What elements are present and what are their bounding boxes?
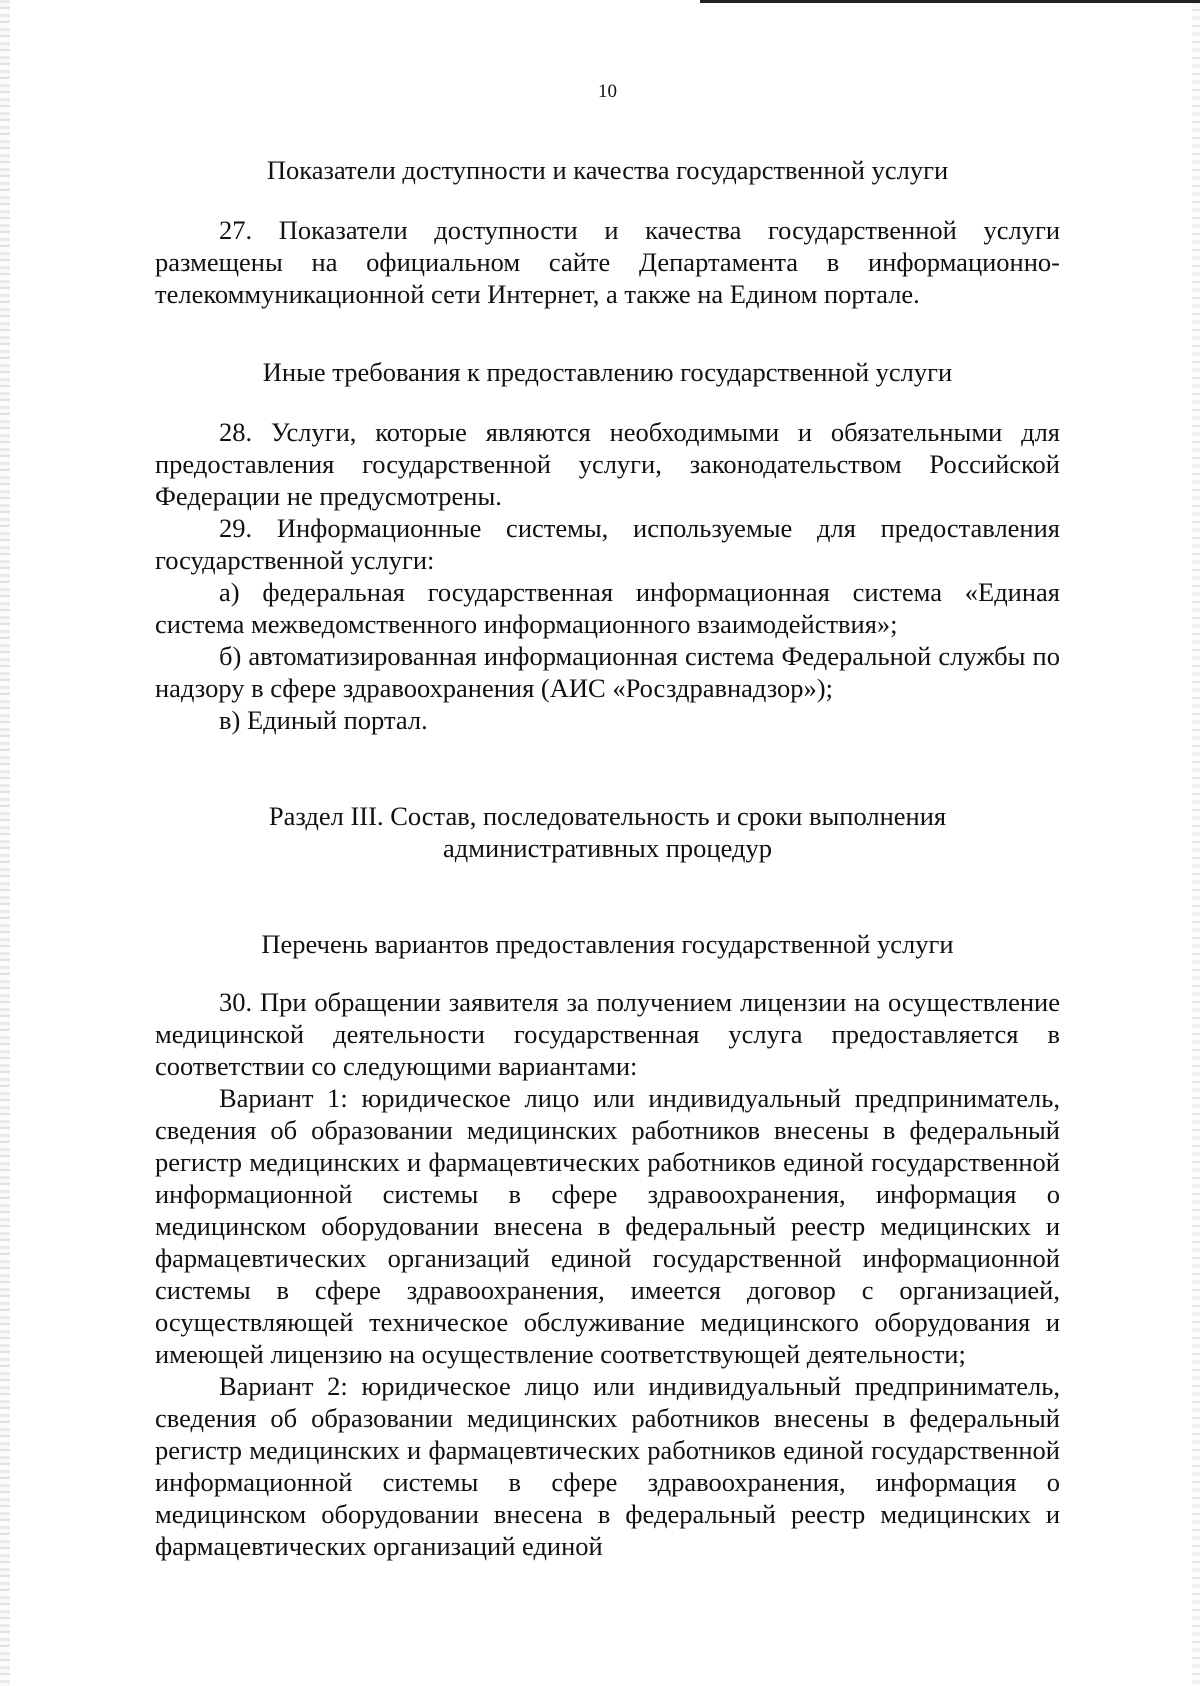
part-heading-line-2: административных процедур bbox=[443, 833, 772, 863]
section-accessibility-quality bbox=[155, 154, 1060, 310]
paragraph-29-item-a: а) федеральная государственная информационная система «Единая система межведомственного информационного взаимодействия»; bbox=[155, 577, 1060, 639]
section-variants-list bbox=[155, 928, 1060, 1562]
document-page bbox=[155, 70, 1060, 1562]
scan-edge-right bbox=[1192, 0, 1200, 1686]
scan-top-edge bbox=[700, 0, 1200, 3]
section-heading: Иные требования к предоставлению государственной услуги bbox=[262, 357, 953, 387]
section-part-three bbox=[155, 800, 1060, 864]
page-number: 10 bbox=[598, 81, 617, 102]
paragraph-29-item-c: в) Единый портал. bbox=[219, 705, 428, 735]
section-heading: Показатели доступности и качества государственной услуги bbox=[266, 155, 949, 185]
variant-2-paragraph: Вариант 2: юридическое лицо или индивидуальный предприниматель, сведения об образовании медицинских работников внесены в федеральный регистр медицинских и фармацевтических работников единой государственной информационной системы в сфере здравоохранения, информация о медицинском оборудовании внесена в федеральный реестр медицинских и фармацевтических организаций единой bbox=[155, 1371, 1060, 1561]
paragraph-27: 27. Показатели доступности и качества государственной услуги размещены на официальном сайте Департамента в информационно-телекоммуникационной сети Интернет, а также на Едином портале. bbox=[155, 215, 1060, 309]
paragraph-28: 28. Услуги, которые являются необходимыми и обязательными для предоставления государственной услуги, законодательством Российской Федерации не предусмотрены. bbox=[155, 417, 1060, 511]
paragraph-29-item-b: б) автоматизированная информационная система Федеральной службы по надзору в сфере здравоохранения (АИС «Росздравнадзор»); bbox=[155, 641, 1060, 703]
paragraph-30: 30. При обращении заявителя за получением лицензии на осуществление медицинской деятельности государственная услуга предоставляется в соответствии со следующими вариантами: bbox=[155, 987, 1060, 1081]
part-heading-line-1: Раздел III. Состав, последовательность и сроки выполнения bbox=[268, 801, 947, 831]
variant-1-paragraph: Вариант 1: юридическое лицо или индивидуальный предприниматель, сведения об образовании медицинских работников внесены в федеральный регистр медицинских и фармацевтических работников единой государственной информационной системы в сфере здравоохранения, информация о медицинском оборудовании внесена в федеральный реестр медицинских и фармацевтических организаций единой государственной информационной системы в сфере здравоохранения, имеется договор с организацией, осуществляющей техническое обслуживание медицинского оборудования и имеющей лицензию на осуществление соответствующей деятельности; bbox=[155, 1083, 1060, 1369]
section-heading: Перечень вариантов предоставления государственной услуги bbox=[261, 929, 954, 959]
section-other-requirements bbox=[155, 356, 1060, 736]
scan-edge-left bbox=[0, 0, 10, 1686]
paragraph-29: 29. Информационные системы, используемые для предоставления государственной услуги: bbox=[155, 513, 1060, 575]
